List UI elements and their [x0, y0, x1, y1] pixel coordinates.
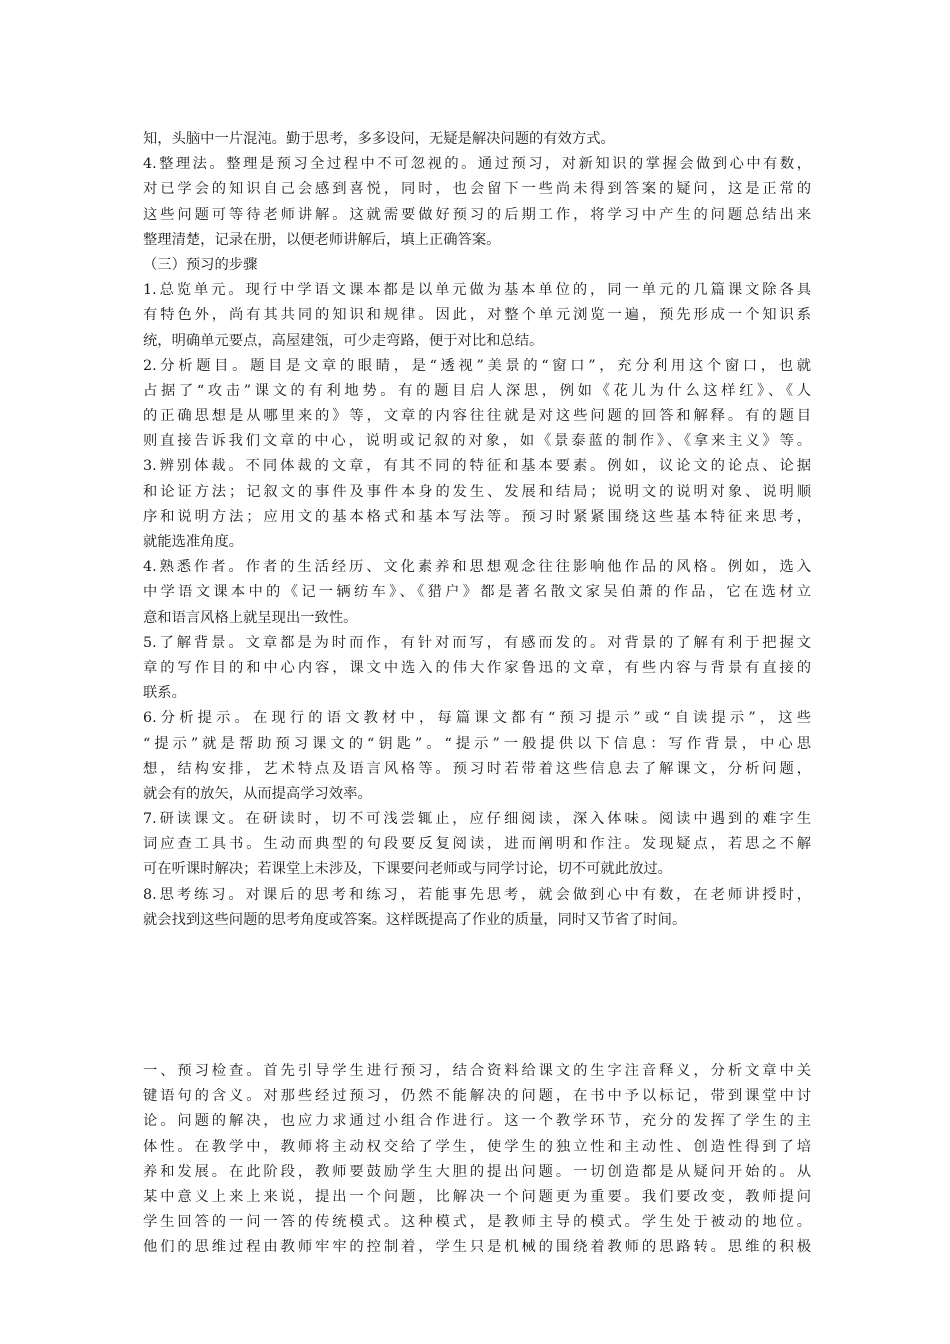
paragraph-line: “提示”就是帮助预习课文的“钥匙”。“提示”一般提供以下信息：写作背景，中心思: [143, 735, 811, 752]
paragraph-line: 有特色外，尚有其共同的知识和规律。因此，对整个单元浏览一遍，预先形成一个知识系: [143, 307, 811, 324]
paragraph-line: （三）预习的步骤: [143, 256, 258, 273]
paragraph-line: 学生回答的一问一答的传统模式。这种模式，是教师主导的模式。学生处于被动的地位。: [143, 1214, 811, 1231]
text-block-preview-check: [143, 1059, 811, 1261]
paragraph-line: 4.整理法。整理是预习全过程中不可忽视的。通过预习，对新知识的掌握会做到心中有数，: [143, 156, 811, 173]
paragraph-line: 2.分析题目。题目是文章的眼睛，是“透视”美景的“窗口”，充分利用这个窗口，也就: [143, 357, 811, 374]
paragraph-line: 键语句的含义。对那些经过预习，仍然不能解决的问题，在书中予以标记，带到课堂中讨: [143, 1088, 811, 1105]
paragraph-line: 他们的思维过程由教师牢牢的控制着，学生只是机械的围绕着教师的思路转。思维的积极: [143, 1239, 811, 1256]
paragraph-line: 占据了“攻击”课文的有利地势。有的题目启人深思，例如《花儿为什么这样红》、《人: [143, 382, 811, 399]
paragraph-line: 的正确思想是从哪里来的》等，文章的内容往往就是对这些问题的回答和解释。有的题目: [143, 408, 811, 425]
paragraph-line: 4.熟悉作者。作者的生活经历、文化素养和思想观念往往影响他作品的风格。例如，选入: [143, 559, 811, 576]
paragraph-line: 体性。在教学中，教师将主动权交给了学生，使学生的独立性和主动性、创造性得到了培: [143, 1138, 811, 1155]
paragraph-line: 对已学会的知识自己会感到喜悦，同时，也会留下一些尚未得到答案的疑问，这是正常的: [143, 181, 811, 198]
paragraph-line: 序和说明方法；应用文的基本格式和基本写法等。预习时紧紧围绕这些基本特征来思考，: [143, 508, 811, 525]
paragraph-line: 养和发展。在此阶段，教师要鼓励学生大胆的提出问题。一切创造都是从疑问开始的。从: [143, 1163, 811, 1180]
text-block-preview-methods: [143, 127, 811, 933]
paragraph-line: 章的写作目的和中心内容，课文中选入的伟大作家鲁迅的文章，有些内容与背景有直接的: [143, 659, 811, 676]
paragraph-line: 中学语文课本中的《记一辆纺车》、《猎户》都是著名散文家吴伯萧的作品，它在选材立: [143, 584, 811, 601]
paragraph-line: 一、预习检查。首先引导学生进行预习，结合资料给课文的生字注音释义，分析文章中关: [143, 1063, 811, 1079]
paragraph-line: 就会找到这些问题的思考角度或答案。这样既提高了作业的质量，同时又节省了时间。: [143, 911, 687, 928]
paragraph-line: 1.总览单元。现行中学语文课本都是以单元做为基本单位的，同一单元的几篇课文除各具: [143, 282, 811, 299]
paragraph-line: 整理清楚，记录在册，以便老师讲解后，填上正确答案。: [143, 231, 501, 248]
paragraph-line: 论。问题的解决，也应力求通过小组合作进行。这一个教学环节，充分的发挥了学生的主: [143, 1113, 811, 1130]
paragraph-line: 这些问题可等待老师讲解。这就需要做好预习的后期工作，将学习中产生的问题总结出来: [143, 206, 811, 223]
paragraph-line: 则直接告诉我们文章的中心，说明或记叙的对象，如《景泰蓝的制作》、《拿来主义》等。: [143, 433, 811, 450]
paragraph-line: 词应查工具书。生动而典型的句段要反复阅读，进而阐明和作注。发现疑点，若思之不解: [143, 836, 811, 853]
paragraph-line: 联系。: [143, 685, 186, 702]
paragraph-line: 5.了解背景。文章都是为时而作，有针对而写，有感而发的。对背景的了解有利于把握文: [143, 634, 811, 651]
paragraph-line: 3.辨别体裁。不同体裁的文章，有其不同的特征和基本要素。例如，议论文的论点、论据: [143, 458, 811, 475]
paragraph-line: 6.分析提示。在现行的语文教材中，每篇课文都有“预习提示”或“自读提示”，这些: [143, 710, 811, 727]
paragraph-line: 统，明确单元要点，高屋建瓴，可少走弯路，便于对比和总结。: [143, 332, 544, 349]
paragraph-line: 就会有的放矢，从而提高学习效率。: [143, 785, 372, 802]
paragraph-line: 就能选准角度。: [143, 534, 244, 550]
paragraph-line: 8.思考练习。对课后的思考和练习，若能事先思考，就会做到心中有数，在老师讲授时，: [143, 886, 811, 903]
document-page: [143, 127, 811, 1261]
section-spacer: [143, 933, 811, 1059]
paragraph-line: 7.研读课文。在研读时，切不可浅尝辄止，应仔细阅读，深入体味。阅读中遇到的难字生: [143, 811, 811, 828]
paragraph-line: 意和语言风格上就呈现出一致性。: [143, 609, 358, 626]
paragraph-line: 某中意义上来上来说，提出一个问题，比解决一个问题更为重要。我们要改变，教师提问: [143, 1188, 811, 1205]
paragraph-line: 和论证方法；记叙文的事件及事件本身的发生、发展和结局；说明文的说明对象、说明顺: [143, 483, 811, 500]
paragraph-line: 想，结构安排，艺术特点及语言风格等。预习时若带着这些信息去了解课文，分析问题，: [143, 760, 811, 777]
paragraph-line: 可在听课时解决；若课堂上未涉及，下课要问老师或与同学讨论，切不可就此放过。: [143, 861, 672, 878]
paragraph-line: 知，头脑中一片混沌。勤于思考，多多设问，无疑是解决问题的有效方式。: [143, 131, 615, 147]
